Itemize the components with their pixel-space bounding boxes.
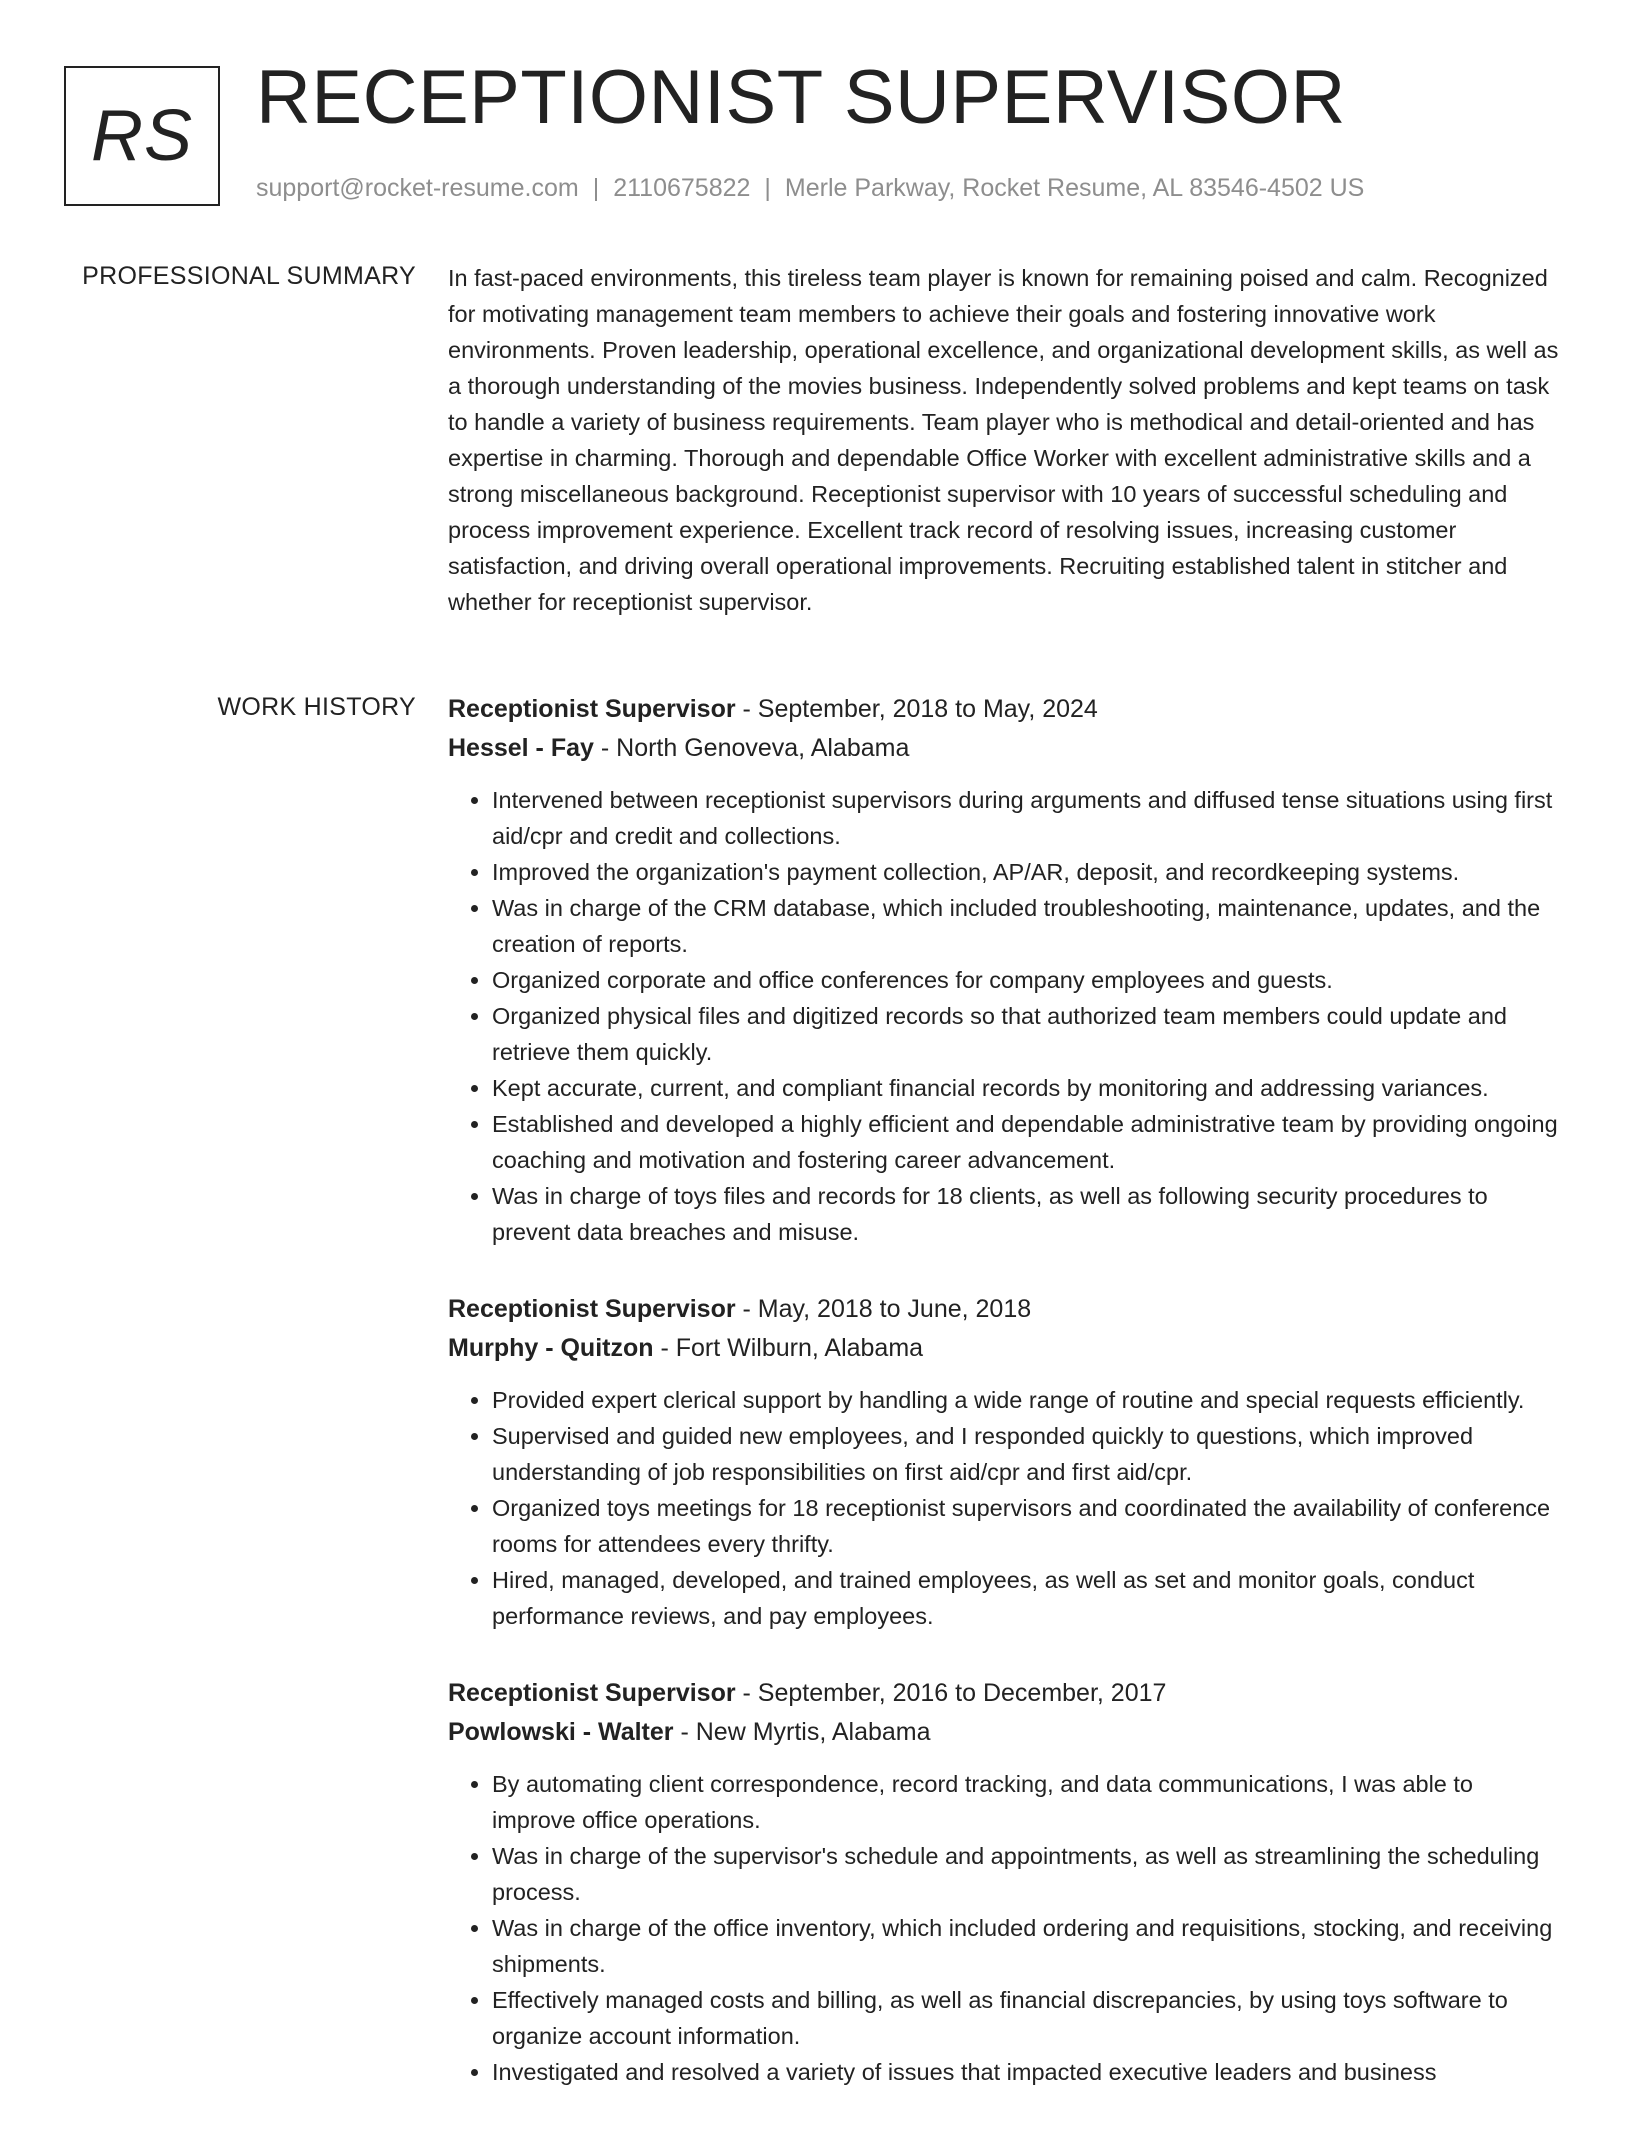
job-bullet: • Improved the organization's payment collection, AP/AR, deposit, and recordkeeping systems. <box>492 854 1560 890</box>
job-company-line <box>448 1329 1560 1368</box>
job-bullet: • Was in charge of the supervisor's schedule and appointments, as well as streamlining the scheduling process. <box>492 1838 1560 1910</box>
job-bullet: • Was in charge of the CRM database, which included troubleshooting, maintenance, updates, and the creation of reports. <box>492 890 1560 962</box>
job-company-line <box>448 729 1560 768</box>
contact-address: Merle Parkway, Rocket Resume, AL 83546-4502 US <box>784 174 1365 202</box>
initials: RS <box>90 96 194 176</box>
job-company: Hessel - Fay <box>448 734 594 762</box>
job-bullet: • Investigated and resolved a variety of issues that impacted executive leaders and business <box>492 2054 1560 2090</box>
job-bullet: • Organized physical files and digitized records so that authorized team members could update and retrieve them quickly. <box>492 998 1560 1070</box>
job-location: - North Genoveva, Alabama <box>593 734 910 762</box>
job-title-line <box>448 1674 1560 1713</box>
job-dates: - September, 2016 to December, 2017 <box>735 1679 1167 1707</box>
job-entry <box>448 1674 1560 2090</box>
job-dates: - September, 2018 to May, 2024 <box>735 695 1098 723</box>
monogram-badge <box>64 66 220 206</box>
job-bullet: • Intervened between receptionist supervisors during arguments and diffused tense situations using first aid/cpr and credit and collections. <box>492 782 1560 854</box>
work-history-list <box>448 690 1560 2130</box>
job-bullet: • Organized toys meetings for 18 receptionist supervisors and coordinated the availability of conference rooms for attendees every thrifty. <box>492 1490 1560 1562</box>
job-bullets <box>448 1382 1560 1634</box>
contact-line <box>256 174 1364 203</box>
summary-text: In fast-paced environments, this tireless team player is known for remaining poised and calm. Recognized for motivating management team members to achieve their goals and fostering innovative work environments. Proven leadership, operational excellence, and organizational development skills, as well as a thorough understanding of the movies business. Independently solved problems and kept teams on task to handle a variety of business requirements. Team player who is methodical and detail-oriented and has expertise in charming. Thorough and dependable Office Worker with excellent administrative skills and a strong miscellaneous background. Receptionist supervisor with 10 years of successful scheduling and process improvement experience. Excellent track record of resolving issues, increasing customer satisfaction, and driving overall operational improvements. Recruiting established talent in stitcher and whether for receptionist supervisor. <box>448 265 1559 615</box>
job-bullet: • Hired, managed, developed, and trained employees, as well as set and monitor goals, conduct performance reviews, and pay employees. <box>492 1562 1560 1634</box>
job-title-line <box>448 1290 1560 1329</box>
job-location: - Fort Wilburn, Alabama <box>653 1334 924 1362</box>
job-entry <box>448 690 1560 1250</box>
resume-title: RECEPTIONIST SUPERVISOR <box>256 55 1346 140</box>
job-bullet: • Kept accurate, current, and compliant financial records by monitoring and addressing variances. <box>492 1070 1560 1106</box>
job-title: Receptionist Supervisor <box>448 1295 736 1323</box>
job-bullet: • Effectively managed costs and billing, as well as financial discrepancies, by using toys software to organize account information. <box>492 1982 1560 2054</box>
job-location: - New Myrtis, Alabama <box>673 1718 931 1746</box>
contact-email: support@rocket-resume.com <box>256 174 579 202</box>
summary-section-label: PROFESSIONAL SUMMARY <box>82 262 416 290</box>
contact-separator: | <box>764 174 771 202</box>
job-bullet: • Organized corporate and office conferences for company employees and guests. <box>492 962 1560 998</box>
job-bullets <box>448 782 1560 1250</box>
job-company-line <box>448 1713 1560 1752</box>
job-title-line <box>448 690 1560 729</box>
job-company: Murphy - Quitzon <box>448 1334 654 1362</box>
job-dates: - May, 2018 to June, 2018 <box>735 1295 1032 1323</box>
job-bullet: • Established and developed a highly efficient and dependable administrative team by providing ongoing coaching and motivation and fostering career advancement. <box>492 1106 1560 1178</box>
job-entry <box>448 1290 1560 1634</box>
job-bullets <box>448 1766 1560 2090</box>
job-bullet: • By automating client correspondence, record tracking, and data communications, I was able to improve office operations. <box>492 1766 1560 1838</box>
job-bullet: • Was in charge of toys files and records for 18 clients, as well as following security procedures to prevent data breaches and misuse. <box>492 1178 1560 1250</box>
work-section-label: WORK HISTORY <box>217 693 416 721</box>
contact-separator: | <box>592 174 600 202</box>
job-bullet: • Supervised and guided new employees, and I responded quickly to questions, which improved understanding of job responsibilities on first aid/cpr and first aid/cpr. <box>492 1418 1560 1490</box>
job-title: Receptionist Supervisor <box>448 1679 736 1707</box>
job-bullet: • Provided expert clerical support by handling a wide range of routine and special requests efficiently. <box>492 1382 1560 1418</box>
job-title: Receptionist Supervisor <box>448 695 736 723</box>
job-bullet: • Was in charge of the office inventory, which included ordering and requisitions, stocking, and receiving shipments. <box>492 1910 1560 1982</box>
contact-phone: 2110675822 <box>613 174 751 202</box>
job-company: Powlowski - Walter <box>448 1718 674 1746</box>
